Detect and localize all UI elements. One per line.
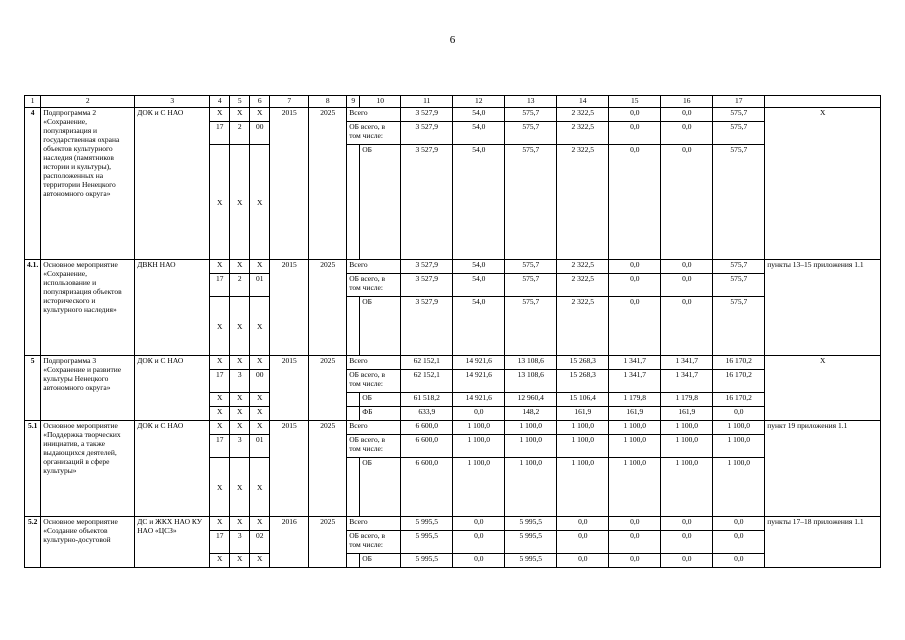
fin-value: 2 322,5 (557, 145, 609, 260)
table-row (25, 260, 881, 274)
fin-value: 1 341,7 (609, 370, 661, 393)
table-row (25, 108, 881, 122)
fin-value: 575,7 (505, 122, 557, 145)
fin-value: 575,7 (713, 260, 765, 274)
fin-value: 575,7 (505, 260, 557, 274)
code-cell: X (210, 145, 230, 260)
fin-value: 5 995,5 (401, 517, 453, 531)
fin-value: 3 527,9 (401, 145, 453, 260)
fin-value: 1 100,0 (505, 458, 557, 517)
code-cell: 17 (210, 274, 230, 297)
fin-value: 3 527,9 (401, 274, 453, 297)
row-executor: ДОК и С НАО (135, 356, 210, 421)
fin-value: 0,0 (713, 531, 765, 554)
fin-value: 575,7 (713, 274, 765, 297)
code-cell: X (230, 145, 250, 260)
fin-source-label: Всего (347, 517, 401, 531)
fin-value: 0,0 (661, 145, 713, 260)
fin-value: 0,0 (713, 407, 765, 421)
fin-value: 3 527,9 (401, 122, 453, 145)
fin-value: 2 322,5 (557, 260, 609, 274)
fin-value: 0,0 (713, 554, 765, 568)
fin-value: 13 108,6 (505, 356, 557, 370)
fin-value: 1 100,0 (713, 421, 765, 435)
code-cell: X (230, 407, 250, 421)
header-cell: 12 (453, 96, 505, 108)
header-cell: 6 (250, 96, 270, 108)
fin-value: 0,0 (453, 554, 505, 568)
code-cell: 2 (230, 274, 250, 297)
header-cell: 10 (360, 96, 401, 108)
fin-source-label: Всего (347, 356, 401, 370)
fin-value: 0,0 (609, 517, 661, 531)
fin-value: 3 527,9 (401, 260, 453, 274)
fin-value: 0,0 (661, 108, 713, 122)
fin-indent (347, 393, 360, 407)
header-cell: 2 (41, 96, 135, 108)
code-cell: 17 (210, 122, 230, 145)
code-cell: 01 (250, 274, 270, 297)
header-cell: 13 (505, 96, 557, 108)
fin-value: 0,0 (661, 554, 713, 568)
fin-value: 1 179,8 (661, 393, 713, 407)
code-cell: X (210, 260, 230, 274)
fin-value: 15 106,4 (557, 393, 609, 407)
fin-value: 633,9 (401, 407, 453, 421)
code-cell: X (210, 421, 230, 435)
fin-value: 62 152,1 (401, 370, 453, 393)
fin-source-label: ОБ (360, 393, 401, 407)
header-cell: 9 (347, 96, 360, 108)
fin-value: 161,9 (609, 407, 661, 421)
fin-value: 1 100,0 (557, 458, 609, 517)
fin-value: 5 995,5 (505, 517, 557, 531)
fin-source-label: ОБ (360, 297, 401, 356)
code-cell: X (210, 554, 230, 568)
code-cell: X (210, 297, 230, 356)
fin-value: 2 322,5 (557, 108, 609, 122)
row-executor: ДВКН НАО (135, 260, 210, 356)
fin-value: 14 921,6 (453, 356, 505, 370)
fin-value: 5 995,5 (401, 531, 453, 554)
row-number: 4 (25, 108, 41, 260)
fin-indent (347, 458, 360, 517)
fin-value: 16 170,2 (713, 393, 765, 407)
fin-value: 5 995,5 (401, 554, 453, 568)
fin-value: 1 100,0 (609, 421, 661, 435)
fin-value: 15 268,3 (557, 356, 609, 370)
fin-value: 0,0 (609, 297, 661, 356)
code-cell: X (250, 393, 270, 407)
code-cell: X (250, 517, 270, 531)
code-cell: X (250, 108, 270, 122)
header-cell: 16 (661, 96, 713, 108)
fin-value: 2 322,5 (557, 122, 609, 145)
fin-value: 1 179,8 (609, 393, 661, 407)
fin-value: 1 341,7 (609, 356, 661, 370)
fin-value: 1 100,0 (453, 435, 505, 458)
fin-value: 1 100,0 (505, 421, 557, 435)
row-name: Подпрограмма 2 «Сохранение, популяризация и государственная охрана объектов культурного наследия (памятников истории и культуры), расположенных на территории Ненецкого автономного округа» (41, 108, 135, 260)
row-note: X (765, 356, 881, 421)
code-cell: X (210, 393, 230, 407)
fin-value: 5 995,5 (505, 531, 557, 554)
start-year: 2016 (270, 517, 309, 568)
code-cell: 00 (250, 122, 270, 145)
code-cell: X (230, 297, 250, 356)
row-note: пункты 13–15 приложения 1.1 (765, 260, 881, 356)
row-number: 5 (25, 356, 41, 421)
fin-source-label: ОБ всего, в том числе: (347, 370, 401, 393)
header-cell: 11 (401, 96, 453, 108)
fin-value: 1 100,0 (661, 435, 713, 458)
fin-value: 2 322,5 (557, 297, 609, 356)
end-year: 2025 (309, 260, 347, 356)
fin-value: 0,0 (661, 517, 713, 531)
fin-value: 148,2 (505, 407, 557, 421)
code-cell: X (230, 260, 250, 274)
fin-value: 14 921,6 (453, 370, 505, 393)
code-cell: X (210, 108, 230, 122)
fin-value: 61 518,2 (401, 393, 453, 407)
fin-value: 54,0 (453, 297, 505, 356)
code-cell: X (210, 356, 230, 370)
code-cell: X (250, 260, 270, 274)
fin-value: 0,0 (661, 531, 713, 554)
code-cell: 17 (210, 531, 230, 554)
fin-value: 16 170,2 (713, 370, 765, 393)
code-cell: X (230, 421, 250, 435)
fin-value: 575,7 (505, 145, 557, 260)
end-year: 2025 (309, 108, 347, 260)
header-cell: 17 (713, 96, 765, 108)
code-cell: 2 (230, 122, 250, 145)
fin-value: 0,0 (661, 122, 713, 145)
code-cell: X (250, 458, 270, 517)
fin-source-label: ОБ всего, в том числе: (347, 122, 401, 145)
fin-value: 5 995,5 (505, 554, 557, 568)
fin-value: 54,0 (453, 145, 505, 260)
fin-value: 0,0 (609, 554, 661, 568)
row-executor: ДОК и С НАО (135, 108, 210, 260)
program-table (24, 95, 881, 568)
fin-value: 575,7 (505, 274, 557, 297)
fin-value: 575,7 (713, 145, 765, 260)
fin-value: 1 100,0 (453, 421, 505, 435)
fin-value: 1 100,0 (609, 435, 661, 458)
header-cell: 15 (609, 96, 661, 108)
fin-value: 1 341,7 (661, 370, 713, 393)
header-row (25, 96, 881, 108)
code-cell: X (210, 517, 230, 531)
header-cell: 3 (135, 96, 210, 108)
fin-value: 1 100,0 (505, 435, 557, 458)
code-cell: 3 (230, 531, 250, 554)
fin-value: 12 960,4 (505, 393, 557, 407)
header-cell: 4 (210, 96, 230, 108)
fin-value: 1 100,0 (609, 458, 661, 517)
row-note: X (765, 108, 881, 260)
fin-value: 0,0 (661, 260, 713, 274)
fin-value: 575,7 (713, 108, 765, 122)
code-cell: 01 (250, 435, 270, 458)
fin-value: 54,0 (453, 108, 505, 122)
code-cell: X (250, 407, 270, 421)
code-cell: X (230, 356, 250, 370)
fin-value: 0,0 (713, 517, 765, 531)
fin-value: 575,7 (713, 122, 765, 145)
fin-value: 6 600,0 (401, 435, 453, 458)
row-note: пункт 19 приложения 1.1 (765, 421, 881, 517)
end-year: 2025 (309, 517, 347, 568)
fin-value: 0,0 (661, 274, 713, 297)
table-row (25, 356, 881, 370)
row-name: Основное мероприятие «Создание объектов культурно-досуговой (41, 517, 135, 568)
code-cell: X (230, 517, 250, 531)
header-cell: 1 (25, 96, 41, 108)
code-cell: X (230, 393, 250, 407)
code-cell: X (250, 356, 270, 370)
fin-indent (347, 145, 360, 260)
fin-value: 0,0 (453, 531, 505, 554)
row-name: Основное мероприятие «Сохранение, использование и популяризация объектов исторического и культурного наследия» (41, 260, 135, 356)
fin-value: 6 600,0 (401, 421, 453, 435)
header-cell (765, 96, 881, 108)
code-cell: X (230, 458, 250, 517)
fin-value: 3 527,9 (401, 297, 453, 356)
code-cell: 00 (250, 370, 270, 393)
fin-indent (347, 407, 360, 421)
code-cell: 3 (230, 435, 250, 458)
code-cell: X (250, 421, 270, 435)
fin-value: 0,0 (453, 407, 505, 421)
row-number: 4.1. (25, 260, 41, 356)
fin-value: 54,0 (453, 122, 505, 145)
fin-value: 1 100,0 (713, 458, 765, 517)
end-year: 2025 (309, 421, 347, 517)
start-year: 2015 (270, 356, 309, 421)
fin-value: 1 100,0 (557, 435, 609, 458)
fin-source-label: Всего (347, 108, 401, 122)
row-executor: ДОК и С НАО (135, 421, 210, 517)
fin-value: 0,0 (557, 517, 609, 531)
fin-value: 1 100,0 (661, 421, 713, 435)
fin-source-label: ОБ всего, в том числе: (347, 274, 401, 297)
fin-source-label: ОБ всего, в том числе: (347, 435, 401, 458)
fin-value: 1 100,0 (713, 435, 765, 458)
fin-value: 14 921,6 (453, 393, 505, 407)
fin-value: 0,0 (609, 108, 661, 122)
fin-indent (347, 297, 360, 356)
code-cell: X (210, 458, 230, 517)
fin-value: 575,7 (505, 297, 557, 356)
row-number: 5.2 (25, 517, 41, 568)
table-row (25, 421, 881, 435)
header-cell: 8 (309, 96, 347, 108)
code-cell: X (210, 407, 230, 421)
fin-indent (347, 554, 360, 568)
fin-value: 1 100,0 (661, 458, 713, 517)
table-row (25, 517, 881, 531)
row-note: пункты 17–18 приложения 1.1 (765, 517, 881, 568)
fin-value: 0,0 (557, 531, 609, 554)
code-cell: 3 (230, 370, 250, 393)
row-name: Основное мероприятие «Поддержка творческих инициатив, а также выдающихся деятелей, организаций в сфере культуры» (41, 421, 135, 517)
code-cell: 17 (210, 435, 230, 458)
fin-value: 0,0 (609, 531, 661, 554)
fin-value: 3 527,9 (401, 108, 453, 122)
fin-value: 0,0 (661, 297, 713, 356)
fin-value: 0,0 (609, 274, 661, 297)
fin-source-label: ОБ всего, в том числе: (347, 531, 401, 554)
fin-value: 6 600,0 (401, 458, 453, 517)
fin-value: 575,7 (505, 108, 557, 122)
fin-source-label: ОБ (360, 554, 401, 568)
code-cell: X (230, 554, 250, 568)
code-cell: 17 (210, 370, 230, 393)
fin-source-label: ФБ (360, 407, 401, 421)
fin-source-label: ОБ (360, 458, 401, 517)
header-cell: 14 (557, 96, 609, 108)
page-number: 6 (449, 34, 456, 46)
start-year: 2015 (270, 260, 309, 356)
fin-value: 62 152,1 (401, 356, 453, 370)
header-cell: 7 (270, 96, 309, 108)
fin-value: 0,0 (557, 554, 609, 568)
fin-value: 54,0 (453, 274, 505, 297)
fin-value: 1 100,0 (453, 458, 505, 517)
fin-value: 161,9 (661, 407, 713, 421)
code-cell: X (250, 145, 270, 260)
fin-value: 15 268,3 (557, 370, 609, 393)
fin-value: 1 341,7 (661, 356, 713, 370)
code-cell: 02 (250, 531, 270, 554)
fin-value: 0,0 (453, 517, 505, 531)
code-cell: X (250, 554, 270, 568)
start-year: 2015 (270, 421, 309, 517)
row-executor: ДС и ЖКХ НАО КУ НАО «ЦСЗ» (135, 517, 210, 568)
fin-value: 1 100,0 (557, 421, 609, 435)
header-cell: 5 (230, 96, 250, 108)
code-cell: X (230, 108, 250, 122)
code-cell: X (250, 297, 270, 356)
row-number: 5.1 (25, 421, 41, 517)
fin-source-label: ОБ (360, 145, 401, 260)
fin-value: 0,0 (609, 145, 661, 260)
fin-value: 16 170,2 (713, 356, 765, 370)
fin-value: 0,0 (609, 122, 661, 145)
start-year: 2015 (270, 108, 309, 260)
end-year: 2025 (309, 356, 347, 421)
fin-source-label: Всего (347, 421, 401, 435)
fin-value: 575,7 (713, 297, 765, 356)
fin-source-label: Всего (347, 260, 401, 274)
fin-value: 2 322,5 (557, 274, 609, 297)
fin-value: 0,0 (609, 260, 661, 274)
fin-value: 54,0 (453, 260, 505, 274)
fin-value: 161,9 (557, 407, 609, 421)
row-name: Подпрограмма 3 «Сохранение и развитие культуры Ненецкого автономного округа» (41, 356, 135, 421)
fin-value: 13 108,6 (505, 370, 557, 393)
